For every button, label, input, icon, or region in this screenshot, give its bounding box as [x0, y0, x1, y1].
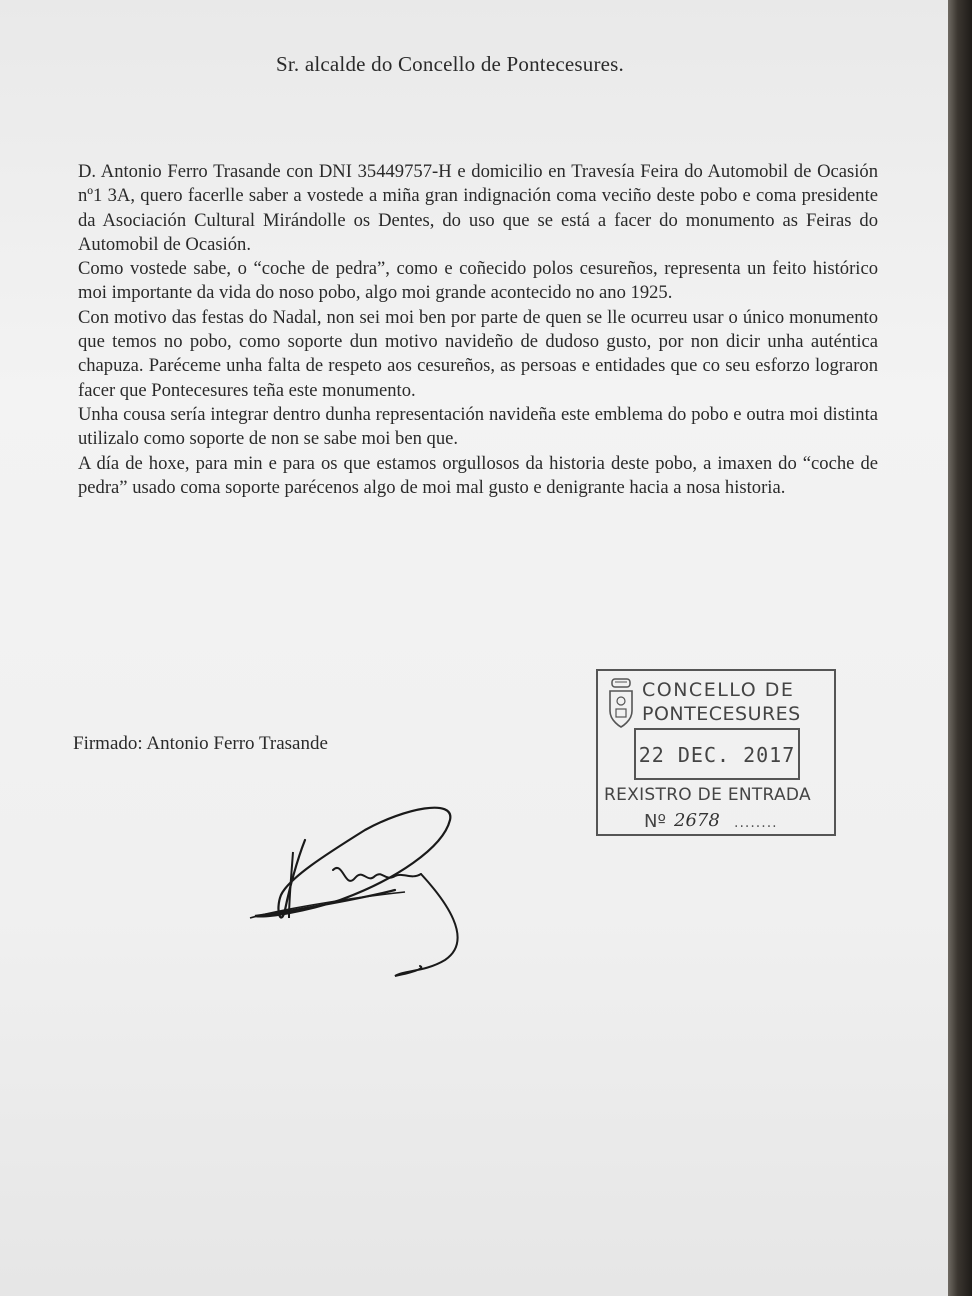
- stamp-number-label: Nº: [644, 811, 666, 832]
- letter-body: [78, 160, 878, 500]
- stamp-org-line2: PONTECESURES: [642, 703, 801, 725]
- addressee-line: Sr. alcalde do Concello de Pontecesures.: [276, 52, 624, 76]
- background-edge: [948, 0, 972, 1296]
- signed-by-line: Firmado: Antonio Ferro Trasande: [73, 733, 328, 754]
- paragraph-introduction: D. Antonio Ferro Trasande con DNI 35449757-H e domicilio en Travesía Feira do Automobil de Ocasión nº1 3A, quero facerlle saber a vostede a miña gran indignación coma veciño deste pobo e coma presidente da Asociación Cultural Mirándolle os Dentes, do uso que se está a facer do monumento as Feiras do Automobil de Ocasión.: [78, 161, 878, 255]
- paragraph-complaint: Con motivo das festas do Nadal, non sei moi ben por parte de quen se lle ocurreu usar o único monumento que temos no pobo, como soporte dun motivo navideño de dudoso gusto, por non dicir unha auténtica chapuza. Paréceme unha falta de respeto aos cesureños, as persoas e entidades que co seu esforzo lograron facer que Pontecesures teña este monumento.: [78, 306, 878, 401]
- stamp-number-value: 2678: [674, 810, 720, 831]
- stamp-date: 22 DEC. 2017: [634, 728, 800, 780]
- stamp-org-line1: CONCELLO DE: [642, 679, 795, 701]
- paragraph-distinction: Unha cousa sería integrar dentro dunha representación navideña este emblema do pobo e outra moi distinta utilizalo como soporte de non se sabe moi ben que.: [78, 403, 878, 450]
- paragraph-conclusion: A día de hoxe, para min e para os que estamos orgullosos da historia deste pobo, a imaxen do “coche de pedra” usado coma soporte parécenos algo de moi mal gusto e denigrante hacia a nosa historia.: [78, 452, 878, 498]
- stamp-registry-label: REXISTRO DE ENTRADA: [604, 785, 811, 805]
- coat-of-arms-icon: [606, 677, 636, 729]
- registry-stamp: [596, 669, 836, 836]
- stamp-number-dots: ........: [734, 815, 778, 831]
- handwritten-signature: [245, 800, 475, 985]
- paragraph-history: Como vostede sabe, o “coche de pedra”, como e coñecido polos cesureños, representa un feito histórico moi importante da vida do noso pobo, algo moi grande acontecido no ano 1925.: [78, 258, 878, 304]
